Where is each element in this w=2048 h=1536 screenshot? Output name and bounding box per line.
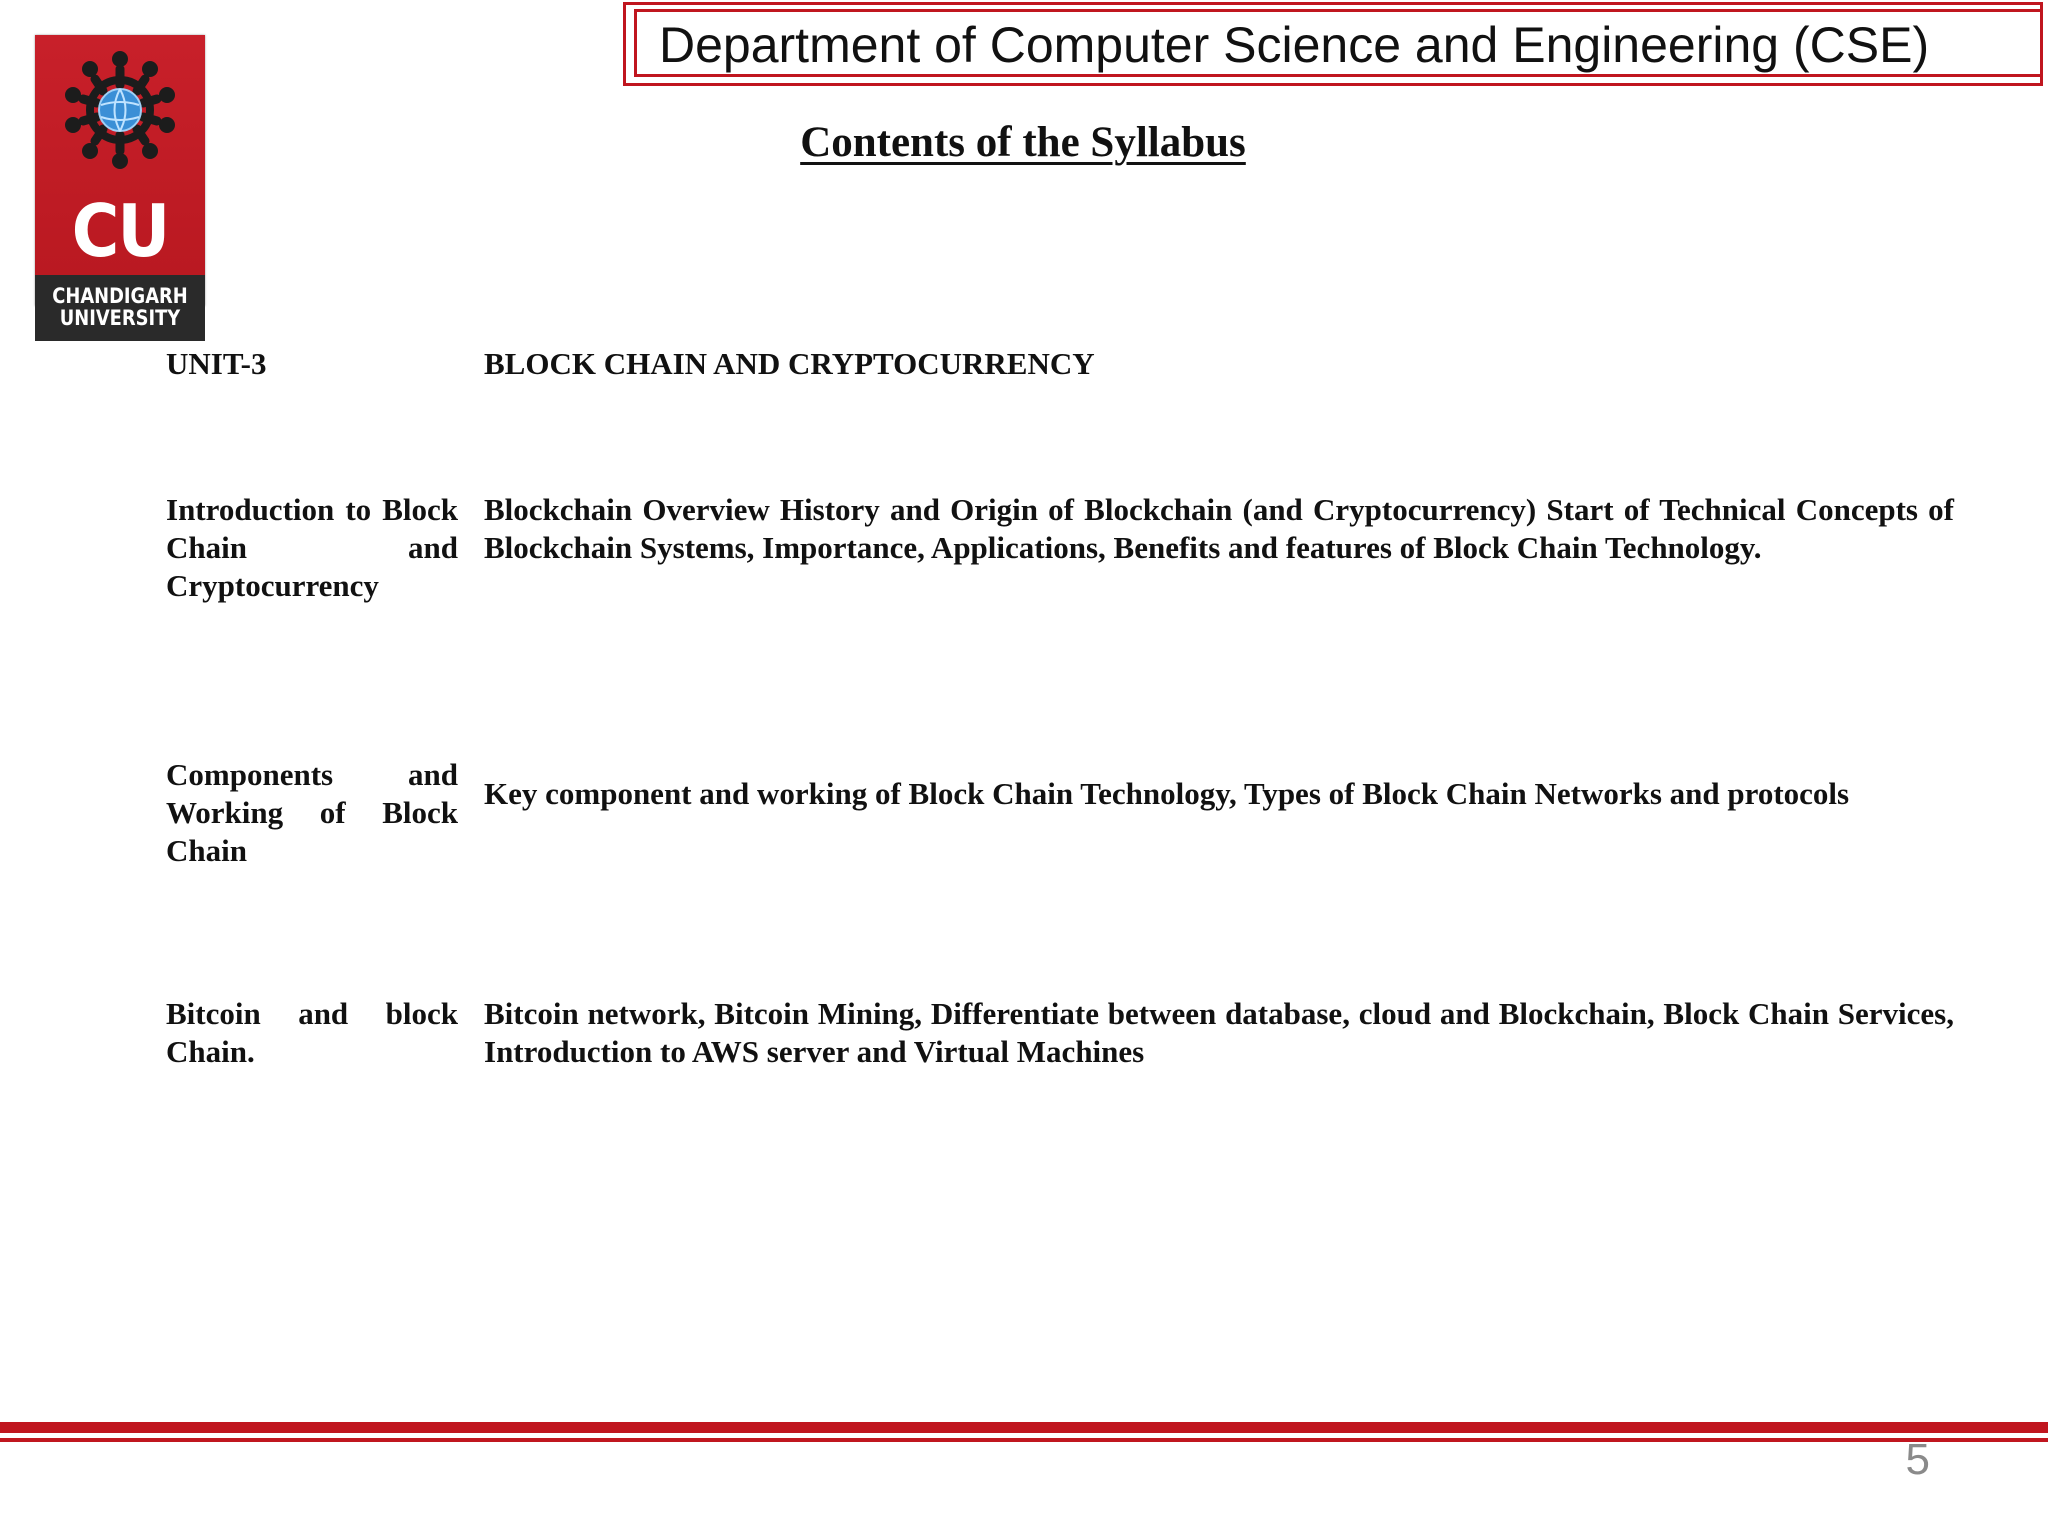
topic-label: Introduction to Block Chain and Cryptocurrency (166, 492, 458, 603)
topic-label: Bitcoin and block Chain. (166, 996, 458, 1069)
department-title: Department of Computer Science and Engineering (CSE) (659, 17, 1930, 73)
department-header-frame (623, 2, 2043, 86)
unit-label: UNIT-3 (166, 346, 267, 381)
topic-description: Blockchain Overview History and Origin of Blockchain (and Cryptocurrency) Start of Technical Concepts of Blockchain Systems, Importance, Applications, Benefits and features of Block Chain Technology. (484, 492, 1954, 565)
page-title (0, 115, 2048, 171)
logo-name-line-2: UNIVERSITY (59, 306, 181, 330)
footer-rule-thick (0, 1422, 2048, 1433)
page-title-text: Contents of the Syllabus (800, 119, 1246, 166)
topic-description: Key component and working of Block Chain Technology, Types of Block Chain Networks and protocols (484, 776, 1850, 811)
page-number: 5 (1905, 1435, 1930, 1484)
logo-monogram: CU (71, 189, 169, 273)
logo-university-name (48, 285, 193, 329)
topic-label: Components and Working of Block Chain (166, 757, 458, 868)
footer-rule-thin (0, 1438, 2048, 1442)
unit-title: BLOCK CHAIN AND CRYPTOCURRENCY (484, 346, 1095, 381)
topic-description: Bitcoin network, Bitcoin Mining, Differentiate between database, cloud and Blockchain, Block Chain Services, Introduction to AWS server and Virtual Machines (484, 996, 1954, 1069)
logo-name-line-1: CHANDIGARH (52, 284, 188, 308)
